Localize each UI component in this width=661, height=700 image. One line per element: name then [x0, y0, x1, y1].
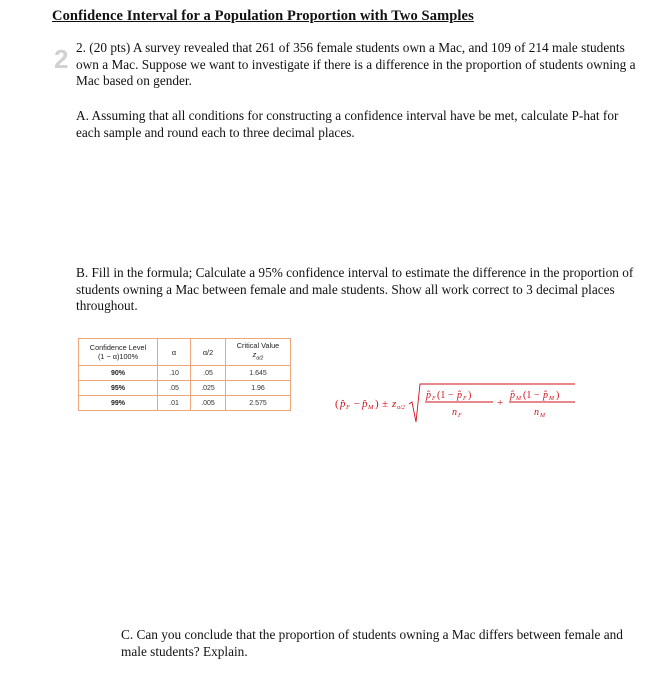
table-header-row	[79, 339, 291, 366]
svg-text:(1 −: (1 −	[437, 390, 454, 401]
cell-alpha-half: .005	[191, 396, 226, 411]
confidence-interval-formula	[335, 380, 605, 426]
part-c-text: C. Can you conclude that the proportion of students owning a Mac differs between female and male students? Explain.	[121, 627, 623, 659]
header-alpha-half: α/2	[191, 339, 226, 366]
table-row	[79, 396, 291, 411]
svg-text:p̂: p̂	[362, 398, 368, 410]
svg-text:(1 −: (1 −	[523, 390, 540, 401]
cell-critical: 1.96	[226, 381, 291, 396]
svg-text:α/2: α/2	[397, 405, 405, 411]
cell-alpha-half: .05	[191, 366, 226, 381]
svg-text:): )	[468, 390, 472, 401]
svg-text:M: M	[368, 404, 374, 411]
svg-text:z: z	[392, 398, 397, 410]
critical-value-table	[78, 338, 291, 411]
svg-text:p̂: p̂	[457, 390, 462, 401]
svg-text:±: ±	[382, 398, 389, 410]
svg-text:p̂: p̂	[510, 390, 515, 401]
cell-alpha: .01	[158, 396, 191, 411]
cell-confidence: 99%	[79, 396, 158, 411]
svg-text:(: (	[335, 398, 339, 410]
svg-text:): )	[375, 398, 379, 410]
svg-text:n: n	[534, 407, 539, 418]
cell-critical: 2.575	[226, 396, 291, 411]
svg-text:p̂: p̂	[426, 390, 431, 401]
table-row	[79, 366, 291, 381]
cell-alpha: .10	[158, 366, 191, 381]
svg-text:M: M	[540, 413, 545, 419]
svg-text:n: n	[452, 407, 457, 418]
header-confidence-level: Confidence Level (1 − α)100%	[79, 339, 158, 366]
part-b-text: B. Fill in the formula; Calculate a 95% confidence interval to estimate the difference in the proportion of students owning a Mac between female and male students. Show all work correct to 3 decimal places throughout.	[76, 265, 634, 313]
table-row	[79, 381, 291, 396]
svg-text:F: F	[432, 396, 436, 402]
svg-text:): )	[556, 390, 560, 401]
svg-text:F: F	[458, 413, 462, 419]
svg-text:+: +	[497, 397, 504, 409]
page-title: Confidence Interval for a Population Proportion with Two Samples	[52, 8, 474, 24]
svg-text:−: −	[353, 398, 361, 410]
svg-text:p̂: p̂	[340, 398, 346, 410]
svg-text:F: F	[463, 396, 467, 402]
svg-text:M: M	[516, 396, 521, 402]
question-2-text: 2. (20 pts) A survey revealed that 261 of 356 female students own a Mac, and 109 of 214 male students own a Mac. Suppose we want to investigate if there is a difference in the proportion of students owning a Mac based on gender.	[76, 40, 636, 88]
watermark-number: 2	[54, 44, 69, 74]
cell-confidence: 90%	[79, 366, 158, 381]
cell-critical: 1.645	[226, 366, 291, 381]
svg-text:p̂: p̂	[543, 390, 548, 401]
cell-alpha-half: .025	[191, 381, 226, 396]
svg-text:F: F	[346, 404, 350, 411]
part-a-text: A. Assuming that all conditions for constructing a confidence interval have be met, calculate P-hat for each sample and round each to three decimal places.	[76, 108, 619, 140]
header-critical-value: Critical Value $z_{\alpha/2}$	[226, 339, 291, 366]
svg-text:M: M	[549, 396, 554, 402]
header-alpha: α	[158, 339, 191, 366]
cell-confidence: 95%	[79, 381, 158, 396]
cell-alpha: .05	[158, 381, 191, 396]
